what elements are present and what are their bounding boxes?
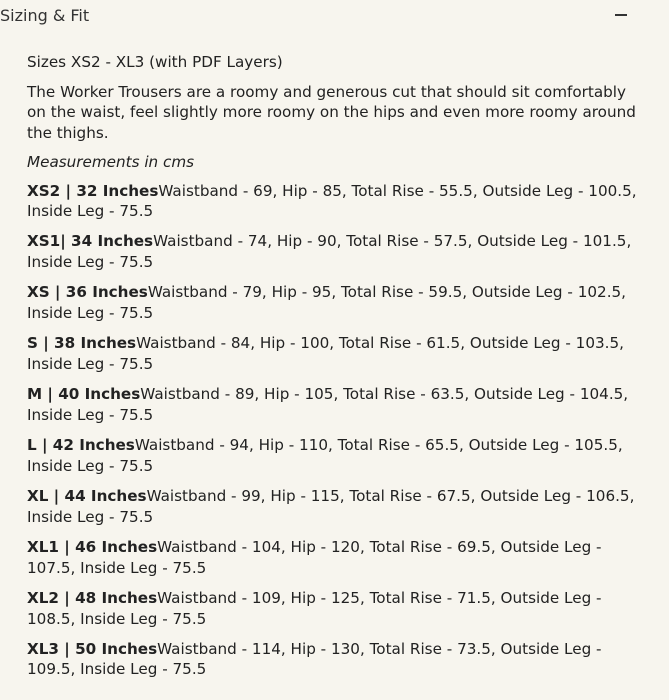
size-label: XL1 | 46 Inches xyxy=(27,538,158,557)
section-title: Sizing & Fit xyxy=(0,5,90,25)
size-label: XS1| 34 Inches xyxy=(27,232,154,251)
size-label: M | 40 Inches xyxy=(27,385,141,404)
sizes-range-text: Sizes XS2 - XL3 (with PDF Layers) xyxy=(27,53,283,71)
size-row-xl xyxy=(27,486,644,527)
size-label: XS | 36 Inches xyxy=(27,283,148,302)
size-label: XL3 | 50 Inches xyxy=(27,639,158,658)
size-label: S | 38 Inches xyxy=(27,334,137,353)
size-label: XL | 44 Inches xyxy=(27,487,147,506)
size-measurements: Waistband - 109, Hip - 125, Total Rise - 71.5, Outside Leg - 108.5, Inside Leg - 75.5 xyxy=(27,589,602,628)
size-row-xs xyxy=(27,282,644,323)
size-row-xs1 xyxy=(27,231,644,272)
minus-icon[interactable] xyxy=(615,14,627,16)
size-measurements: Waistband - 99, Hip - 115, Total Rise - 67.5, Outside Leg - 106.5, Inside Leg - 75.5 xyxy=(27,487,635,526)
size-measurements: Waistband - 74, Hip - 90, Total Rise - 57.5, Outside Leg - 101.5, Inside Leg - 75.5 xyxy=(27,232,632,271)
size-row-xs2 xyxy=(27,181,644,222)
size-measurements: Waistband - 69, Hip - 85, Total Rise - 55.5, Outside Leg - 100.5, Inside Leg - 75.5 xyxy=(27,181,637,220)
size-label: XS2 | 32 Inches xyxy=(27,181,159,200)
sizing-fit-content xyxy=(27,52,644,690)
size-row-m xyxy=(27,384,644,425)
size-measurements: Waistband - 104, Hip - 120, Total Rise - 69.5, Outside Leg - 107.5, Inside Leg - 75.5 xyxy=(27,538,602,577)
size-label: XL2 | 48 Inches xyxy=(27,589,158,607)
size-measurements: Waistband - 79, Hip - 95, Total Rise - 59.5, Outside Leg - 102.5, Inside Leg - 75.5 xyxy=(27,283,627,322)
size-measurements: Waistband - 94, Hip - 110, Total Rise - 65.5, Outside Leg - 105.5, Inside Leg - 75.5 xyxy=(27,436,623,475)
size-measurements: Waistband - 114, Hip - 130, Total Rise - 73.5, Outside Leg - 109.5, Inside Leg - 75.5 xyxy=(27,639,602,679)
size-row-s xyxy=(27,333,644,374)
size-row-xl2 xyxy=(27,588,644,629)
sizing-fit-header[interactable] xyxy=(0,0,669,34)
size-measurements: Waistband - 89, Hip - 105, Total Rise - 63.5, Outside Leg - 104.5, Inside Leg - 75.5 xyxy=(27,385,629,424)
size-row-xl3 xyxy=(27,639,644,680)
measurement-unit-note: Measurements in cms xyxy=(27,153,195,171)
size-row-xl1 xyxy=(27,537,644,578)
size-measurements: Waistband - 84, Hip - 100, Total Rise - 61.5, Outside Leg - 103.5, Inside Leg - 75.5 xyxy=(27,334,624,373)
size-row-l xyxy=(27,435,644,476)
size-label: L | 42 Inches xyxy=(27,436,135,455)
fit-description: The Worker Trousers are a roomy and generous cut that should sit comfortably on the waist, feel slightly more roomy on the hips and even more roomy around the thighs. xyxy=(27,82,636,142)
